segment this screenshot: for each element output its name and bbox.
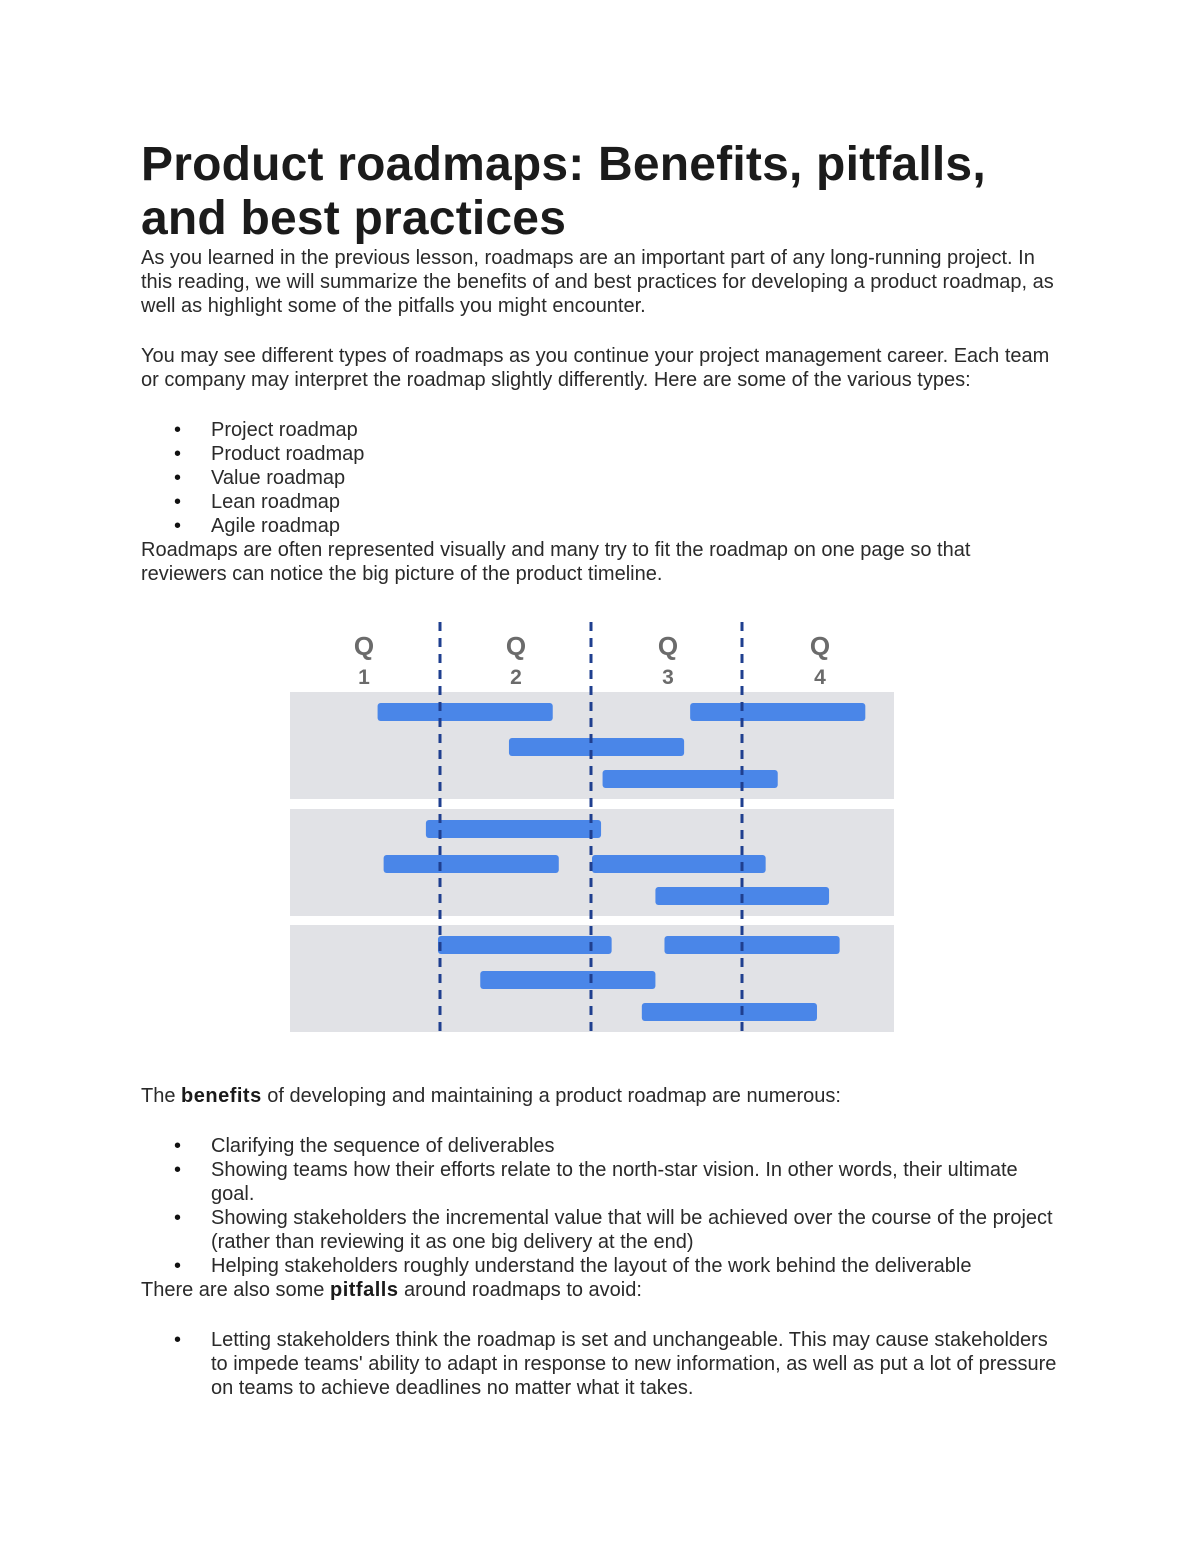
- pitfalls-intro-paragraph: There are also some pitfalls around roadmaps to avoid:: [141, 1279, 642, 1301]
- list-item: • Letting stakeholders think the roadmap is set and unchangeable. This may cause stakeholders to impede teams' ability to adapt in response to new information, as well as put a lot of pressure on teams to achieve deadlines no matter what it takes.: [141, 1328, 1061, 1400]
- roadmap-bar: [480, 971, 655, 989]
- page-title: Product roadmaps: Benefits, pitfalls, and best practices: [141, 138, 986, 245]
- document-content: [141, 138, 1061, 1400]
- list-item: • Agile roadmap: [141, 514, 1061, 538]
- quarter-label-number: 2: [510, 666, 522, 689]
- list-item: • Value roadmap: [141, 466, 1061, 490]
- list-item: • Showing stakeholders the incremental value that will be achieved over the course of the project (rather than reviewing it as one big delivery at the end): [141, 1206, 1061, 1254]
- benefits-emphasis: benefits: [181, 1085, 262, 1107]
- roadmap-bar: [426, 820, 601, 838]
- roadmap-bar: [664, 936, 839, 954]
- list-item: • Showing teams how their efforts relate to the north-star vision. In other words, their ultimate goal.: [141, 1158, 1061, 1206]
- roadmap-bar: [384, 855, 559, 873]
- benefits-intro-paragraph: The benefits of developing and maintaining a product roadmap are numerous:: [141, 1085, 841, 1107]
- quarter-label-letter: Q: [657, 631, 679, 661]
- quarter-label-number: 4: [814, 666, 826, 689]
- list-item: • Project roadmap: [141, 418, 1061, 442]
- list-item: • Clarifying the sequence of deliverables: [141, 1134, 1061, 1158]
- quarter-label-letter: Q: [505, 631, 527, 661]
- intro-paragraph: As you learned in the previous lesson, roadmaps are an important part of any long-running project. In this reading, we will summarize the benefits of and best practices for developing a product roadmap, as well as highlight some of the pitfalls you might encounter.: [141, 247, 1054, 317]
- quarter-label-letter: Q: [809, 631, 831, 661]
- roadmap-figure: [141, 612, 1061, 1084]
- quarter-label-number: 3: [662, 666, 674, 689]
- types-intro-paragraph: You may see different types of roadmaps as you continue your project management career. Each team or company may interpret the roadmap slightly differently. Here are some of the various types:: [141, 345, 1050, 391]
- roadmap-bar: [592, 855, 766, 873]
- roadmap-bar: [690, 703, 865, 721]
- roadmap-bar: [378, 703, 553, 721]
- pitfalls-list: [141, 1328, 1061, 1400]
- roadmap-types-list: [141, 418, 1061, 538]
- roadmap-bar: [509, 738, 684, 756]
- roadmap-bar: [642, 1003, 817, 1021]
- list-item: • Helping stakeholders roughly understand the layout of the work behind the deliverable: [141, 1254, 1061, 1278]
- visual-intro-paragraph: Roadmaps are often represented visually and many try to fit the roadmap on one page so that reviewers can notice the big picture of the product timeline.: [141, 539, 971, 585]
- roadmap-bar: [603, 770, 778, 788]
- quarter-label-number: 1: [358, 666, 370, 689]
- list-item: • Lean roadmap: [141, 490, 1061, 514]
- list-item: • Product roadmap: [141, 442, 1061, 466]
- pitfalls-emphasis: pitfalls: [329, 1279, 399, 1301]
- quarter-label-letter: Q: [353, 631, 375, 661]
- roadmap-diagram: [290, 612, 894, 1084]
- roadmap-bar: [438, 936, 612, 954]
- benefits-list: [141, 1134, 1061, 1278]
